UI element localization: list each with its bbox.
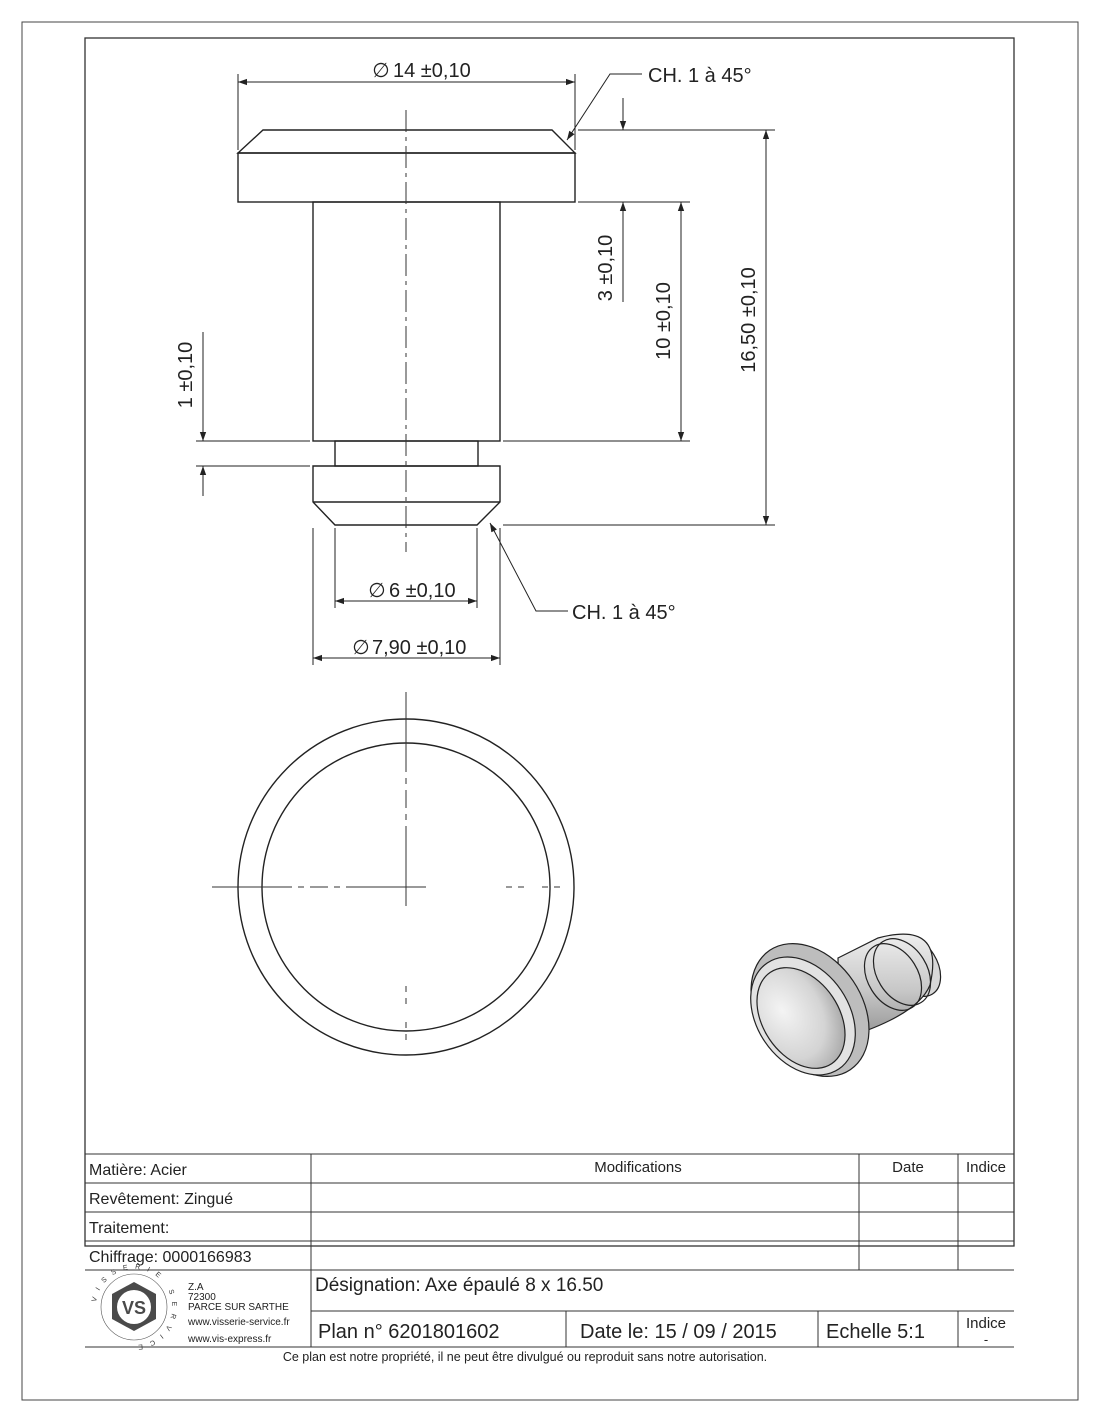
tb-modifications-header: Modifications <box>594 1159 682 1176</box>
dim-chamfer-top: CH. 1 à 45° <box>648 65 752 87</box>
tb-scale: Echelle 5:1 <box>826 1321 925 1343</box>
tb-plan-number: Plan n° 6201801602 <box>318 1321 500 1343</box>
tb-date-header: Date <box>892 1159 924 1176</box>
dim-groove-width: 1 ±0,10 <box>175 341 197 409</box>
dim-head-diameter: 14 ±0,10 <box>393 60 471 82</box>
tb-indice-value: - <box>983 1332 989 1347</box>
tb-material: Matière: Acier <box>89 1162 187 1179</box>
tb-footer-notice: Ce plan est notre propriété, il ne peut être divulgué ou reproduit sans notre autorisation. <box>282 1350 768 1364</box>
dim-shank-diameter: 7,90 ±0,10 <box>372 637 467 659</box>
drawing-frame <box>85 38 1014 1246</box>
tb-address-line1: Z.A <box>188 1282 204 1293</box>
dim-head-height: 3 ±0,10 <box>595 234 617 302</box>
dim-chamfer-bottom: CH. 1 à 45° <box>572 602 676 624</box>
dim-shank-length: 10 ±0,10 <box>653 282 675 360</box>
tb-costing: Chiffrage: 0000166983 <box>89 1249 252 1266</box>
company-logo <box>91 1264 177 1351</box>
dim-shank-diameter-symbol: ∅ <box>352 637 370 659</box>
tb-address-line2: 72300 <box>188 1292 216 1303</box>
logo-ring-text: VISSERIE SERVICE <box>91 1263 178 1351</box>
tb-website1[interactable]: www.visserie-service.fr <box>188 1317 290 1328</box>
logo-letters: VS <box>121 1298 147 1318</box>
end-view <box>212 692 600 1082</box>
tb-indice-header: Indice <box>965 1159 1007 1176</box>
tb-indice-label: Indice <box>965 1315 1007 1332</box>
tb-coating: Revêtement: Zingué <box>89 1191 234 1208</box>
dim-head-diameter-symbol: ∅ <box>372 60 390 82</box>
dimension-lines <box>196 74 775 665</box>
title-block-info-rows <box>311 1222 1014 1311</box>
tb-address-line3: PARCE SUR SARTHE <box>188 1302 289 1313</box>
dim-total-length: 16,50 ±0,10 <box>738 267 760 373</box>
tb-date: Date le: 15 / 09 / 2015 <box>580 1321 777 1343</box>
tb-website2[interactable]: www.vis-express.fr <box>188 1334 272 1345</box>
tb-treatment: Traitement: <box>89 1220 170 1237</box>
dim-groove-diameter: 6 ±0,10 <box>389 580 456 602</box>
dim-groove-diameter-symbol: ∅ <box>368 580 386 602</box>
tb-designation: Désignation: Axe épaulé 8 x 16.50 <box>315 1275 604 1296</box>
isometric-view <box>727 921 952 1099</box>
